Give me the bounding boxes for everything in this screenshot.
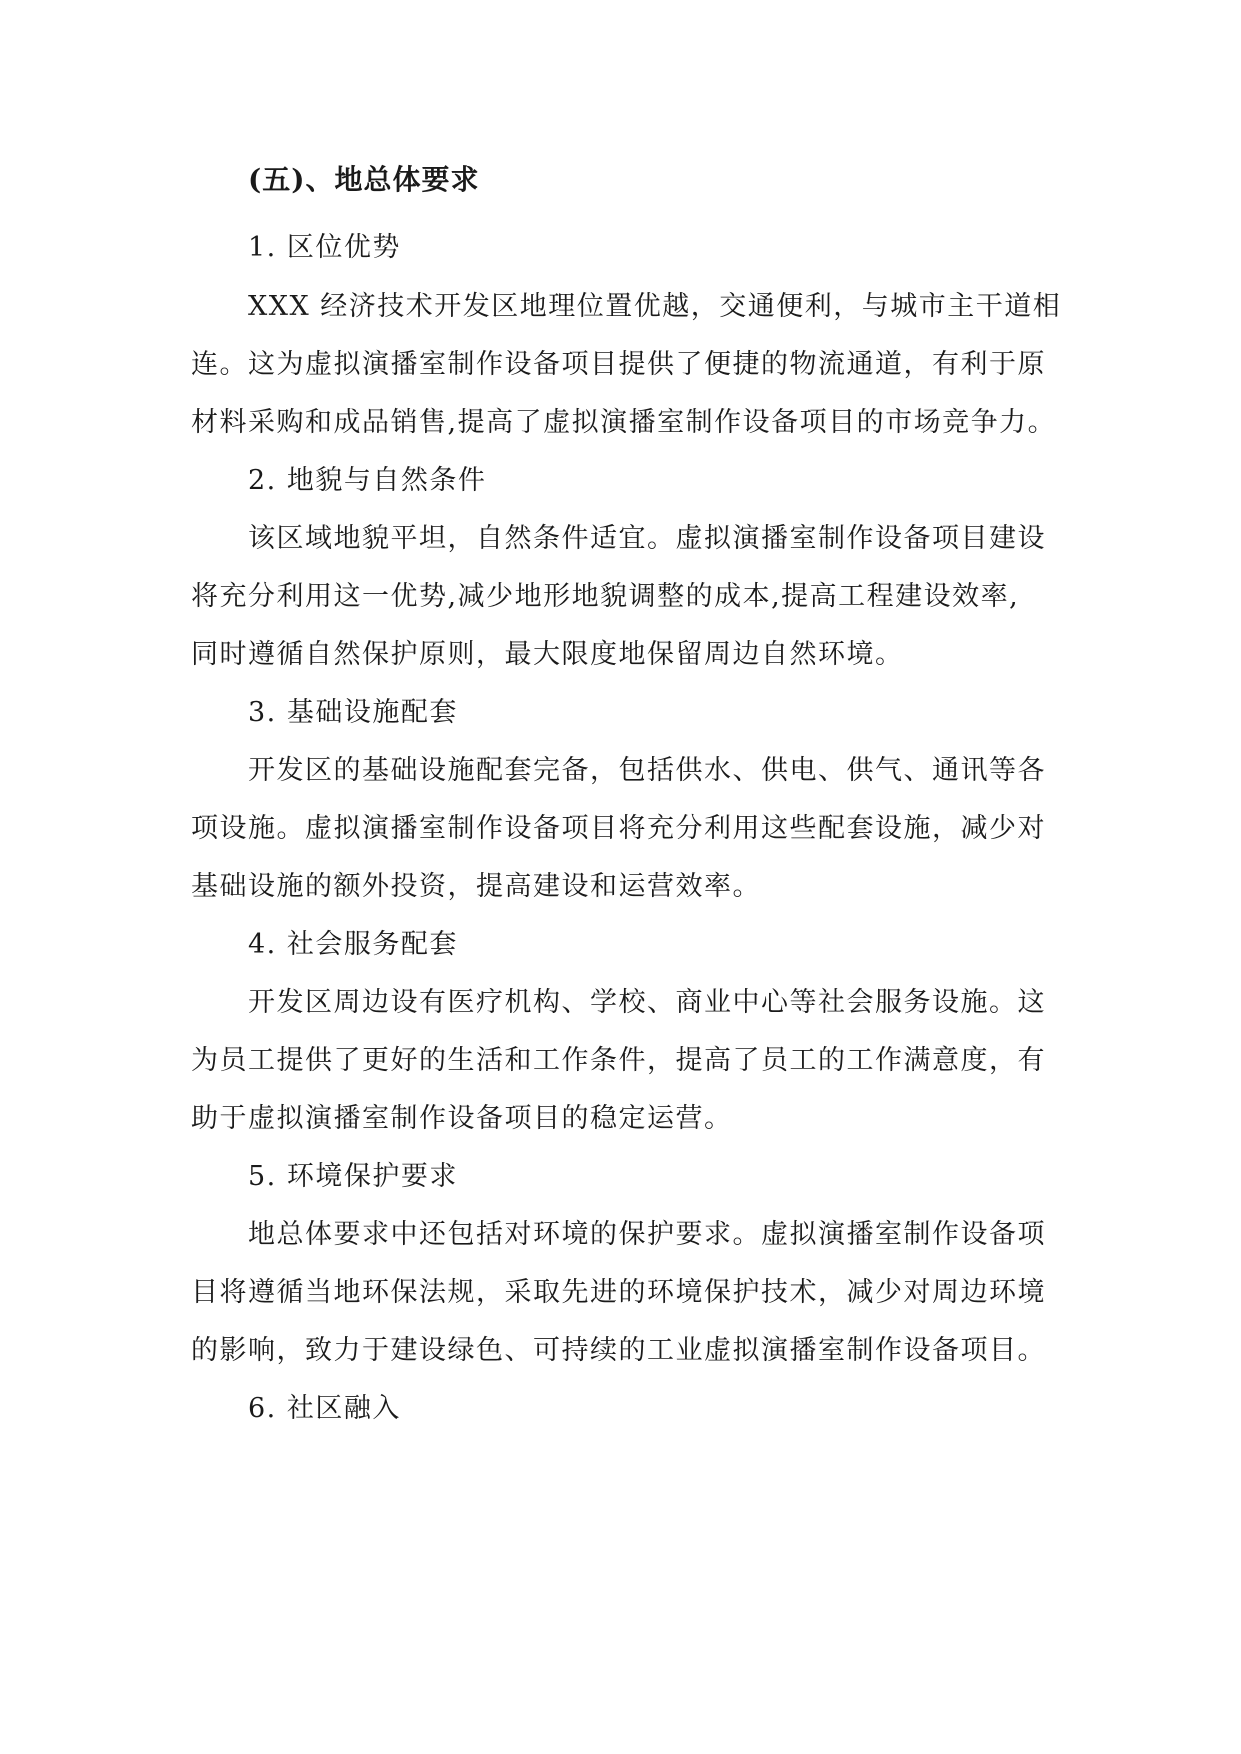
- paragraph-line: 材料采购和成品销售,提高了虚拟演播室制作设备项目的市场竞争力。: [191, 407, 1057, 438]
- item-title: 1. 区位优势: [248, 232, 401, 263]
- paragraph-line: 助于虚拟演播室制作设备项目的稳定运营。: [191, 1103, 733, 1134]
- item-title: 3. 基础设施配套: [248, 697, 458, 728]
- paragraph-line: 的影响，致力于建设绿色、可持续的工业虚拟演播室制作设备项目。: [191, 1335, 1046, 1366]
- paragraph-line: 连。这为虚拟演播室制作设备项目提供了便捷的物流通道，有利于原: [191, 349, 1046, 380]
- item-title: 6. 社区融入: [248, 1393, 401, 1424]
- paragraph-line: 基础设施的额外投资，提高建设和运营效率。: [191, 871, 761, 902]
- paragraph-line: 为员工提供了更好的生活和工作条件，提高了员工的工作满意度，有: [191, 1045, 1046, 1076]
- paragraph-line: XXX 经济技术开发区地理位置优越，交通便利，与城市主干道相: [248, 291, 1062, 322]
- paragraph-line: 同时遵循自然保护原则，最大限度地保留周边自然环境。: [191, 639, 904, 670]
- item-title: 4. 社会服务配套: [248, 929, 458, 960]
- paragraph-line: 开发区的基础设施配套完备，包括供水、供电、供气、通讯等各: [248, 755, 1046, 786]
- paragraph-line: 将充分利用这一优势,减少地形地貌调整的成本,提高工程建设效率,: [191, 581, 1020, 612]
- paragraph-line: 目将遵循当地环保法规，采取先进的环境保护技术，减少对周边环境: [191, 1277, 1046, 1308]
- section-heading: (五)、地总体要求: [248, 163, 480, 196]
- paragraph-line: 地总体要求中还包括对环境的保护要求。虚拟演播室制作设备项: [248, 1219, 1046, 1250]
- item-title: 5. 环境保护要求: [248, 1161, 458, 1192]
- paragraph-line: 开发区周边设有医疗机构、学校、商业中心等社会服务设施。这: [248, 987, 1046, 1018]
- item-title: 2. 地貌与自然条件: [248, 465, 487, 496]
- paragraph-line: 该区域地貌平坦，自然条件适宜。虚拟演播室制作设备项目建设: [248, 523, 1046, 554]
- paragraph-line: 项设施。虚拟演播室制作设备项目将充分利用这些配套设施，减少对: [191, 813, 1046, 844]
